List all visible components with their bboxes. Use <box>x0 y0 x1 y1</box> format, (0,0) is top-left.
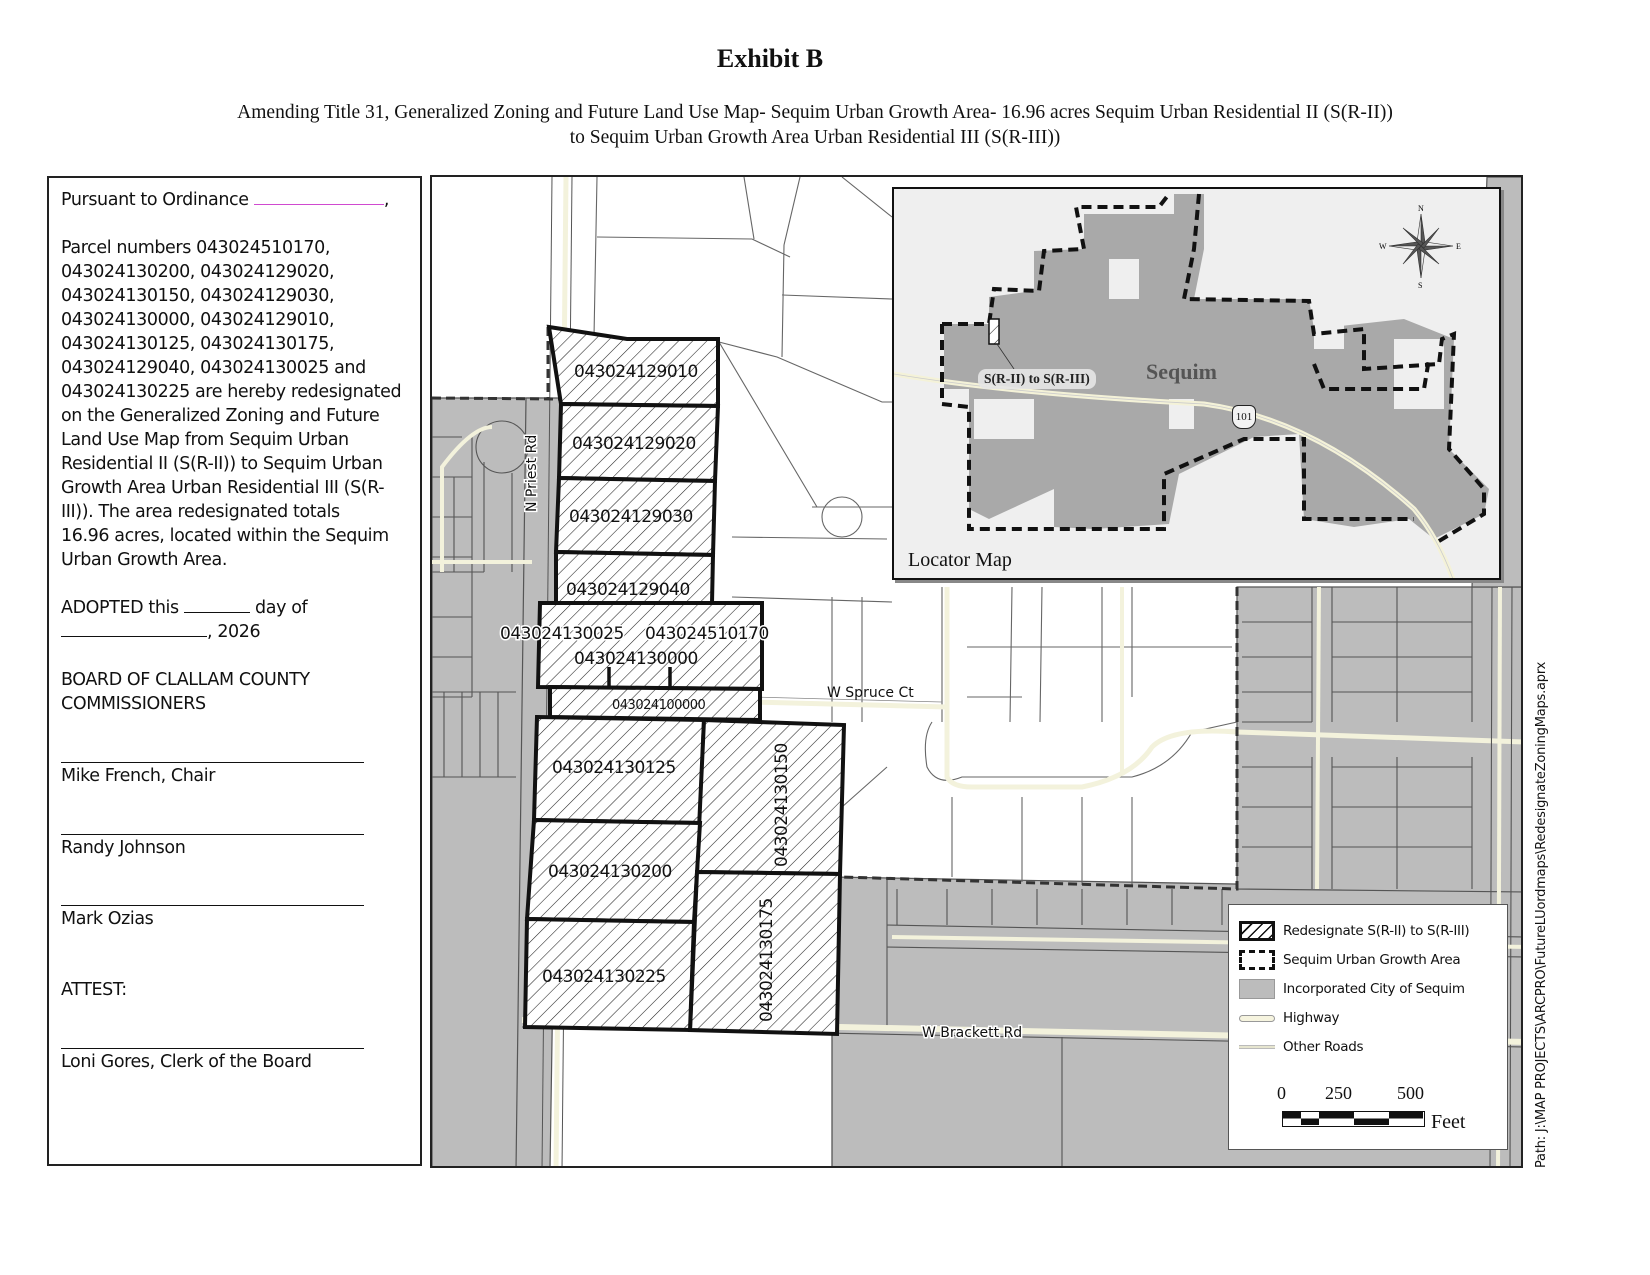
signature-line[interactable] <box>61 834 364 835</box>
legend-item-redesignate <box>1239 920 1469 942</box>
compass-s: S <box>1418 281 1423 290</box>
month-blank[interactable] <box>61 622 207 637</box>
signature-line[interactable] <box>61 905 364 906</box>
parcel-label[interactable]: 043024129030 <box>569 507 693 527</box>
board-line-1: BOARD OF CLALLAM COUNTY <box>61 670 310 690</box>
legend-item-city <box>1239 978 1465 1000</box>
parcel-label[interactable]: 043024130125 <box>552 758 676 778</box>
paragraph-line: Urban Growth Area. <box>61 550 228 570</box>
compass-w: W <box>1379 242 1387 251</box>
locator-map[interactable] <box>892 187 1501 580</box>
signatory-name: Mike French, Chair <box>61 766 215 786</box>
paragraph-line: Growth Area Urban Residential III (S(R- <box>61 478 385 498</box>
pursuant-comma: , <box>383 190 389 210</box>
legend-label: Sequim Urban Growth Area <box>1283 952 1461 968</box>
highway-line-icon <box>1239 1015 1275 1022</box>
legend-item-uga <box>1239 949 1460 971</box>
signatory-name: Randy Johnson <box>61 838 186 858</box>
parcel-paragraph <box>61 236 421 572</box>
parcel-label[interactable]: 043024129020 <box>572 434 696 454</box>
paragraph-line: 043024130125, 043024130175, <box>61 334 335 354</box>
exhibit-subtitle <box>150 100 1480 150</box>
signature-line[interactable] <box>61 1048 364 1049</box>
parcel-label[interactable]: 043024130200 <box>548 862 672 882</box>
compass-e: E <box>1456 242 1461 251</box>
paragraph-line: III)). The area redesignated totals <box>61 502 340 522</box>
hatched-box-icon <box>1239 921 1275 941</box>
pursuant-line <box>61 188 421 212</box>
parcel-label[interactable]: 043024129010 <box>574 362 698 382</box>
parcel-label[interactable]: 043024130000 <box>574 649 698 669</box>
parcel-label[interactable]: 043024100000 <box>612 698 706 713</box>
adopted-mid: day of <box>255 598 308 618</box>
parcel-label[interactable]: 043024130175 <box>757 898 777 1022</box>
road-label-w-spruce: W Spruce Ct <box>827 685 914 701</box>
scale-tick: 0 <box>1277 1083 1286 1103</box>
road-label-n-priest: N Priest Rd <box>524 434 540 512</box>
adopted-year: , 2026 <box>207 622 261 642</box>
legend-item-highway <box>1239 1007 1339 1029</box>
board-line-2: COMMISSIONERS <box>61 694 206 714</box>
legend-item-roads <box>1239 1036 1363 1058</box>
parcel-label[interactable]: 043024130150 <box>772 743 792 867</box>
paragraph-line: 043024130225 are hereby redesignated <box>61 382 402 402</box>
paragraph-line: 043024129040, 043024130025 and <box>61 358 366 378</box>
paragraph-line: on the Generalized Zoning and Future <box>61 406 380 426</box>
site-label: S(R-II) to S(R-III) <box>978 369 1096 389</box>
parcel-label[interactable]: 043024129040 <box>566 580 690 600</box>
highway-101-shield-icon: 101 <box>1232 405 1256 429</box>
map-legend <box>1228 904 1508 1150</box>
paragraph-line: Residential II (S(R-II)) to Sequim Urban <box>61 454 383 474</box>
ordinance-panel <box>47 176 422 1166</box>
paragraph-line: 043024130200, 043024129020, <box>61 262 335 282</box>
clerk-name: Loni Gores, Clerk of the Board <box>61 1052 312 1072</box>
road-label-w-brackett: W Brackett Rd <box>922 1025 1023 1041</box>
scale-bar <box>1282 1111 1425 1127</box>
subtitle-line-1: Amending Title 31, Generalized Zoning and Future Land Use Map- Sequim Urban Growth Area- 16.96 acres Sequim Urban Residential II (S(R-II)) <box>237 102 1393 123</box>
paragraph-line: Land Use Map from Sequim Urban <box>61 430 349 450</box>
legend-label: Other Roads <box>1283 1039 1364 1055</box>
scale-tick: 250 <box>1325 1083 1352 1103</box>
board-heading <box>61 668 421 716</box>
exhibit-title: Exhibit B <box>716 44 824 73</box>
legend-label: Redesignate S(R-II) to S(R-III) <box>1283 923 1470 939</box>
main-map[interactable] <box>430 175 1523 1168</box>
legend-label: Incorporated City of Sequim <box>1283 981 1465 997</box>
adopted-line <box>61 596 421 644</box>
legend-label: Highway <box>1283 1010 1340 1026</box>
paragraph-line: 043024130000, 043024129010, <box>61 310 335 330</box>
city-label: Sequim <box>1146 359 1217 384</box>
subtitle-line-2: to Sequim Urban Growth Area Urban Residential III (S(R-III)) <box>569 127 1061 148</box>
road-line-icon <box>1239 1045 1275 1049</box>
ordinance-number-blank[interactable] <box>254 190 384 205</box>
signature-line[interactable] <box>61 762 364 763</box>
attest-label: ATTEST: <box>61 980 127 1000</box>
locator-map-title: Locator Map <box>908 549 1012 571</box>
scale-unit: Feet <box>1431 1111 1466 1133</box>
paragraph-line: 16.96 acres, located within the Sequim <box>61 526 389 546</box>
paragraph-line: 043024130150, 043024129030, <box>61 286 335 306</box>
gray-fill-icon <box>1239 979 1275 999</box>
paragraph-line: Parcel numbers 043024510170, <box>61 238 331 258</box>
file-path: Path: J:\MAP PROJECTS\ARCPRO\FutureLUordmaps\RedesignateZoningMaps.aprx <box>1534 661 1549 1168</box>
signatory-name: Mark Ozias <box>61 909 154 929</box>
pursuant-label: Pursuant to Ordinance <box>61 190 249 210</box>
parcel-label[interactable]: 043024510170 <box>645 624 769 644</box>
parcel-label[interactable]: 043024130025 <box>500 624 624 644</box>
dashed-box-icon <box>1239 950 1275 970</box>
parcel-label[interactable]: 043024130225 <box>542 967 666 987</box>
scale-tick: 500 <box>1397 1083 1424 1103</box>
adopted-prefix: ADOPTED this <box>61 598 179 618</box>
day-blank[interactable] <box>184 598 250 613</box>
compass-n: N <box>1418 204 1424 213</box>
